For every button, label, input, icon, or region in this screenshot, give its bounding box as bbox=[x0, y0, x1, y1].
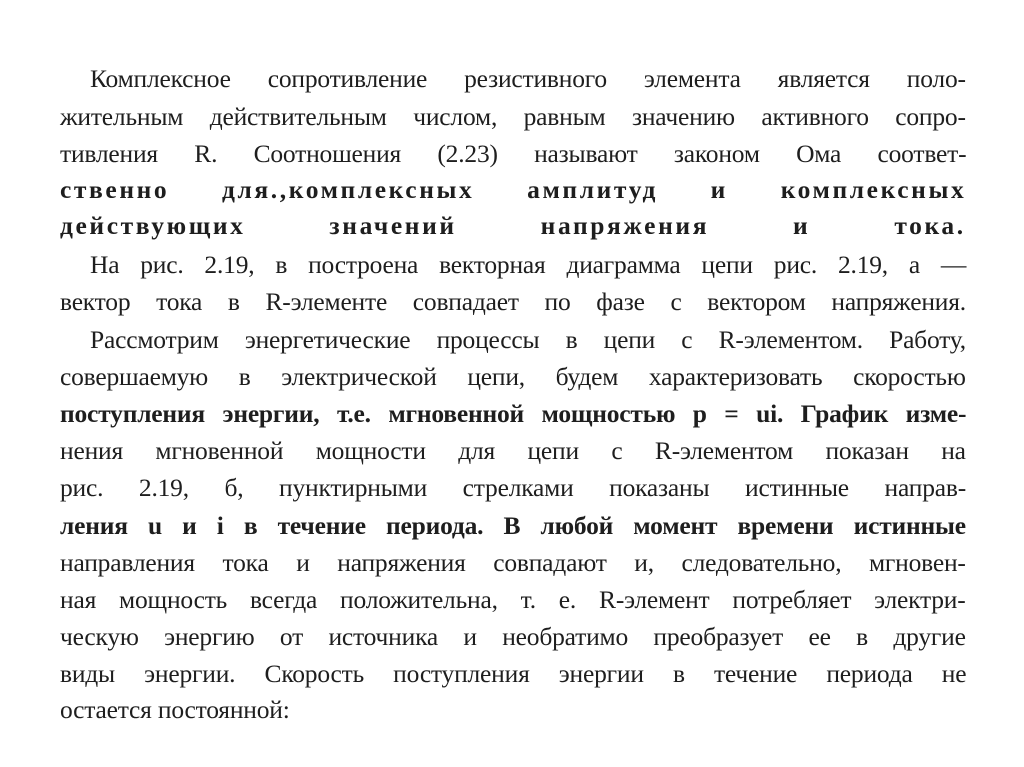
text-line: виды энергии. Скорость поступления энергии в течение периода не bbox=[60, 659, 967, 688]
text-line: поступления энергии, т.е. мгновенной мощностью p = ui. График изме- bbox=[60, 399, 967, 428]
text-line: остается постоянной: bbox=[60, 695, 290, 724]
text-line: Комплексное сопротивление резистивного элемента является поло- bbox=[90, 64, 966, 93]
text-line: ческую энергию от источника и необратимо преобразует ее в другие bbox=[60, 622, 966, 651]
text-line: тивления R. Соотношения (2.23) называют законом Ома соответ- bbox=[60, 139, 967, 168]
text-line: рис. 2.19, б, пунктирными стрелками показаны истинные направ- bbox=[60, 473, 966, 502]
text-line: направления тока и напряжения совпадают и, следовательно, мгновен- bbox=[60, 548, 966, 577]
text-line: ления u и i в течение периода. В любой момент времени истинные bbox=[60, 511, 966, 540]
text-line: ная мощность всегда положительна, т. е. R-элемент потребляет электри- bbox=[60, 585, 966, 614]
text-line: ственно для.,комплексных амплитуд и комплексных bbox=[60, 175, 967, 204]
text-line: совершаемую в электрической цепи, будем характеризовать скоростью bbox=[60, 362, 966, 391]
text-line: действующих значений напряжения и тока. bbox=[60, 211, 966, 240]
text-line: вектор тока в R-элементе совпадает по фазе с вектором напряжения. bbox=[60, 287, 966, 316]
text-line: На рис. 2.19, в построена векторная диаграмма цепи рис. 2.19, а — bbox=[90, 250, 967, 279]
text-line: жительным действительным числом, равным значению активного сопро- bbox=[60, 102, 966, 131]
text-line: нения мгновенной мощности для цепи с R-элементом показан на bbox=[60, 436, 966, 465]
text-line: Рассмотрим энергетические процессы в цепи с R-элементом. Работу, bbox=[90, 325, 966, 354]
